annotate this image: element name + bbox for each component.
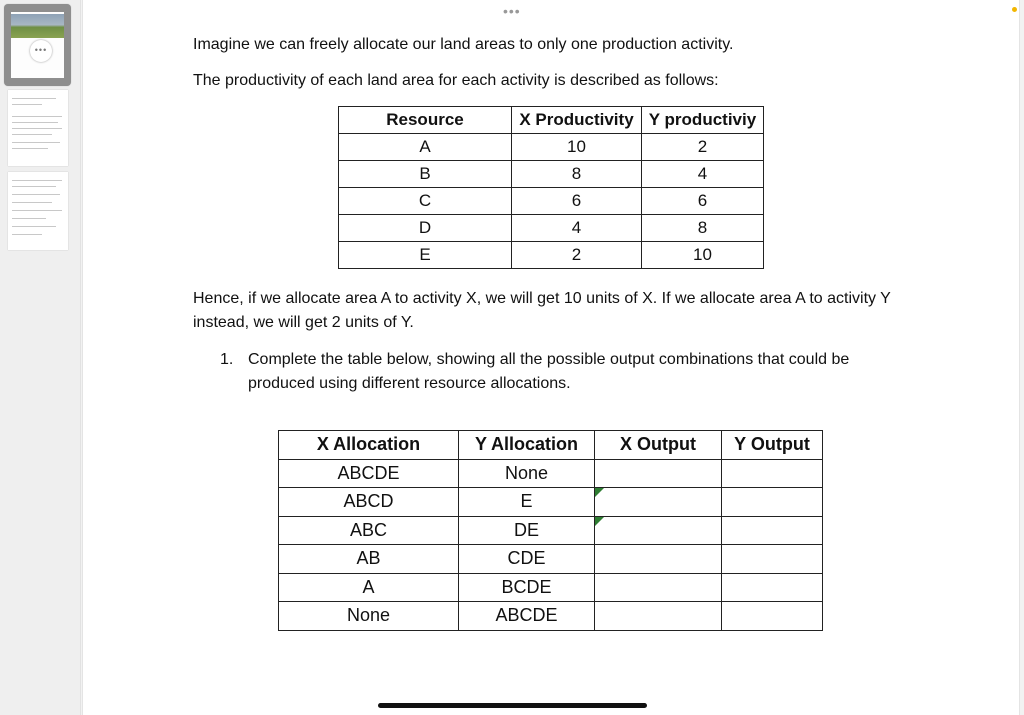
table-row	[279, 459, 823, 488]
y-output-cell[interactable]	[722, 459, 823, 488]
column-header: Y Allocation	[459, 431, 595, 460]
explanation-paragraph: Hence, if we allocate area A to activity X, we will get 10 units of X. If we allocate area A to activity Y instead, we will get 2 units of Y.	[193, 290, 891, 331]
table-cell: 8	[512, 161, 642, 188]
x-output-cell[interactable]	[595, 488, 722, 517]
table-row	[279, 488, 823, 517]
table-cell: 8	[642, 215, 764, 242]
y-output-cell[interactable]	[722, 602, 823, 631]
table-cell: 2	[642, 134, 764, 161]
y-output-cell[interactable]	[722, 488, 823, 517]
y-output-cell[interactable]	[722, 573, 823, 602]
table-row	[279, 516, 823, 545]
table-cell: D	[339, 215, 512, 242]
page-more-icon[interactable]: •••	[503, 3, 521, 19]
table-cell: 10	[642, 242, 764, 269]
table-cell: A	[279, 573, 459, 602]
question-text: Complete the table below, showing all the possible output combinations that could be produced using different resource allocations.	[248, 351, 850, 392]
x-output-cell[interactable]	[595, 573, 722, 602]
table-cell: BCDE	[459, 573, 595, 602]
y-output-cell[interactable]	[722, 545, 823, 574]
column-header: Resource	[339, 107, 512, 134]
column-header: X Allocation	[279, 431, 459, 460]
table-cell: ABCDE	[459, 602, 595, 631]
intro-paragraph-2: The productivity of each land area for each activity is described as follows:	[193, 72, 719, 89]
x-output-cell[interactable]	[595, 545, 722, 574]
table-cell: DE	[459, 516, 595, 545]
table-cell: B	[339, 161, 512, 188]
thumbnail-photo	[11, 14, 64, 38]
table-cell: 2	[512, 242, 642, 269]
table-cell: E	[459, 488, 595, 517]
home-indicator[interactable]	[378, 703, 647, 708]
table-row	[339, 188, 764, 215]
table-cell: 4	[512, 215, 642, 242]
x-output-cell[interactable]	[595, 459, 722, 488]
table-cell: None	[279, 602, 459, 631]
table-row	[339, 134, 764, 161]
column-header: Y productiviy	[642, 107, 764, 134]
table-row	[339, 242, 764, 269]
column-header: X Productivity	[512, 107, 642, 134]
page-thumbnail-2[interactable]	[8, 90, 68, 166]
table-cell: CDE	[459, 545, 595, 574]
x-output-cell[interactable]	[595, 516, 722, 545]
table-cell: 10	[512, 134, 642, 161]
table-row	[339, 215, 764, 242]
table-header-row	[339, 107, 764, 134]
column-header: Y Output	[722, 431, 823, 460]
table-cell: E	[339, 242, 512, 269]
table-cell: C	[339, 188, 512, 215]
page-thumbnail-sidebar	[0, 0, 81, 715]
productivity-table	[338, 106, 764, 269]
table-cell: 4	[642, 161, 764, 188]
table-cell: ABCDE	[279, 459, 459, 488]
page-thumbnail-1[interactable]	[4, 4, 71, 86]
table-cell: ABC	[279, 516, 459, 545]
table-cell: 6	[512, 188, 642, 215]
table-cell: AB	[279, 545, 459, 574]
table-row	[339, 161, 764, 188]
intro-paragraph-1: Imagine we can freely allocate our land areas to only one production activity.	[193, 36, 734, 53]
y-output-cell[interactable]	[722, 516, 823, 545]
document-page	[82, 0, 1020, 715]
table-cell: A	[339, 134, 512, 161]
question-number: 1.	[220, 351, 234, 368]
x-output-cell[interactable]	[595, 602, 722, 631]
table-row	[279, 545, 823, 574]
table-row	[279, 573, 823, 602]
column-header: X Output	[595, 431, 722, 460]
allocation-table	[278, 430, 823, 631]
table-cell: ABCD	[279, 488, 459, 517]
more-options-icon[interactable]: •••	[30, 40, 52, 62]
table-cell: 6	[642, 188, 764, 215]
scroll-indicator	[1012, 7, 1017, 12]
table-header-row	[279, 431, 823, 460]
table-row	[279, 602, 823, 631]
page-thumbnail-3[interactable]	[8, 172, 68, 250]
table-cell: None	[459, 459, 595, 488]
